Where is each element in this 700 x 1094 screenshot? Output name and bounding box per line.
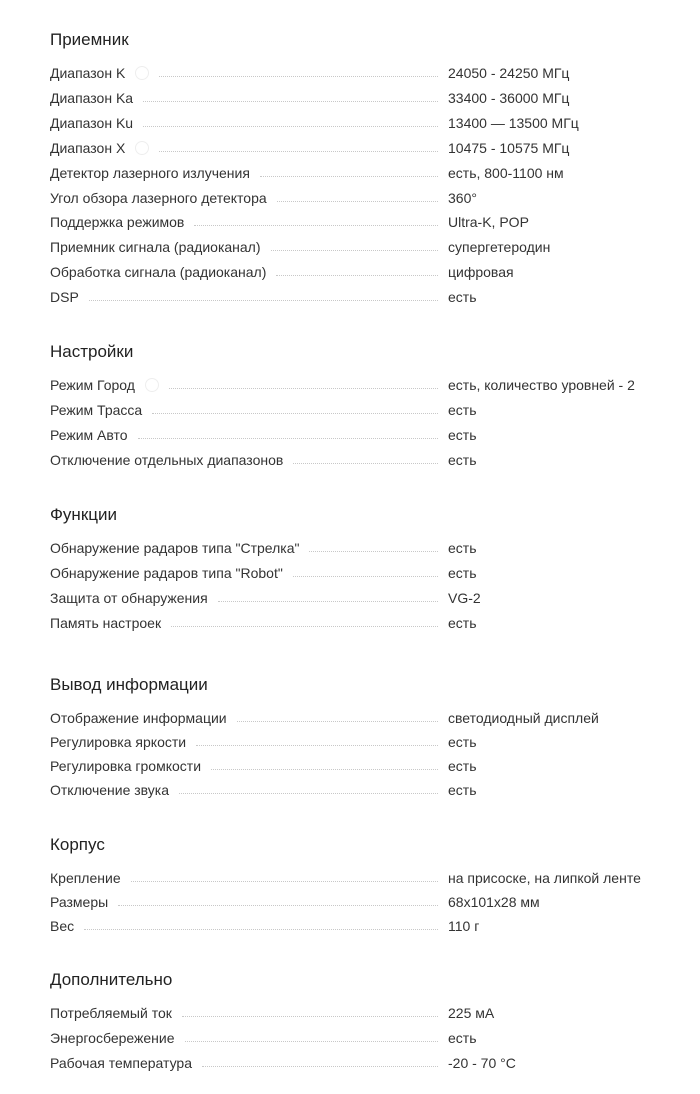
spec-row xyxy=(50,287,670,307)
spec-label: Отключение отдельных диапазонов xyxy=(50,450,289,470)
section-title: Дополнительно xyxy=(50,970,173,989)
dotted-leader xyxy=(138,438,438,439)
spec-value: на присоске, на липкой ленте xyxy=(448,870,641,886)
spec-label: Угол обзора лазерного детектора xyxy=(50,188,273,208)
dotted-leader xyxy=(237,721,438,722)
spec-value: -20 - 70 °С xyxy=(448,1055,516,1071)
spec-row xyxy=(50,400,670,420)
dotted-leader xyxy=(196,745,438,746)
spec-label: Диапазон X xyxy=(50,138,155,158)
spec-label: Обнаружение радаров типа "Стрелка" xyxy=(50,538,305,558)
spec-label: Энергосбережение xyxy=(50,1028,181,1048)
spec-row xyxy=(50,262,670,282)
spec-row xyxy=(50,538,670,558)
spec-value: есть xyxy=(448,615,477,631)
dotted-leader xyxy=(194,225,438,226)
spec-label: Приемник сигнала (радиоканал) xyxy=(50,237,267,257)
spec-label: Вес xyxy=(50,916,80,936)
dotted-leader xyxy=(89,300,438,301)
section-title: Вывод информации xyxy=(50,675,208,694)
dotted-leader xyxy=(84,929,438,930)
spec-row xyxy=(50,113,670,133)
spec-row xyxy=(50,892,670,912)
dotted-leader xyxy=(171,626,438,627)
spec-label: Режим Авто xyxy=(50,425,134,445)
dotted-leader xyxy=(118,905,438,906)
spec-value: есть xyxy=(448,1030,477,1046)
spec-label: Детектор лазерного излучения xyxy=(50,163,256,183)
spec-row xyxy=(50,1053,670,1073)
spec-value: 10475 - 10575 МГц xyxy=(448,140,570,156)
dotted-leader xyxy=(179,793,438,794)
spec-value: 225 мА xyxy=(448,1005,495,1021)
spec-value: есть xyxy=(448,540,477,556)
spec-value: есть xyxy=(448,427,477,443)
spec-value: 13400 — 13500 МГц xyxy=(448,115,579,131)
spec-value: супергетеродин xyxy=(448,239,551,255)
dotted-leader xyxy=(143,101,438,102)
dotted-leader xyxy=(211,769,438,770)
spec-row xyxy=(50,163,670,183)
dotted-leader xyxy=(143,126,438,127)
spec-label: DSP xyxy=(50,287,85,307)
section-title: Приемник xyxy=(50,30,129,49)
section-title: Функции xyxy=(50,505,117,524)
dotted-leader xyxy=(218,601,438,602)
dotted-leader xyxy=(293,576,438,577)
spec-row xyxy=(50,1003,670,1023)
spec-row xyxy=(50,375,670,395)
spec-label: Потребляемый ток xyxy=(50,1003,178,1023)
spec-row xyxy=(50,138,670,158)
spec-value: цифровая xyxy=(448,264,514,280)
spec-value: есть xyxy=(448,782,477,798)
spec-value: есть, количество уровней - 2 xyxy=(448,377,635,393)
spec-row xyxy=(50,88,670,108)
dotted-leader xyxy=(276,275,438,276)
dotted-leader xyxy=(182,1016,438,1017)
spec-row xyxy=(50,212,670,232)
spec-label: Рабочая температура xyxy=(50,1053,198,1073)
spec-label: Режим Трасса xyxy=(50,400,148,420)
dotted-leader xyxy=(271,250,438,251)
spec-value: 360° xyxy=(448,190,477,206)
dotted-leader xyxy=(260,176,438,177)
spec-value: есть xyxy=(448,289,477,305)
spec-row xyxy=(50,588,670,608)
spec-value: есть xyxy=(448,565,477,581)
spec-row xyxy=(50,188,670,208)
help-icon[interactable] xyxy=(135,66,149,80)
dotted-leader xyxy=(277,201,438,202)
spec-value: есть xyxy=(448,402,477,418)
dotted-leader xyxy=(202,1066,438,1067)
spec-value: 24050 - 24250 МГц xyxy=(448,65,570,81)
help-icon[interactable] xyxy=(135,141,149,155)
spec-label: Отображение информации xyxy=(50,708,233,728)
spec-label: Поддержка режимов xyxy=(50,212,190,232)
spec-row xyxy=(50,780,670,800)
spec-label: Диапазон Ka xyxy=(50,88,139,108)
spec-label: Отключение звука xyxy=(50,780,175,800)
spec-row xyxy=(50,708,670,728)
spec-row xyxy=(50,756,670,776)
spec-label: Память настроек xyxy=(50,613,167,633)
dotted-leader xyxy=(169,388,438,389)
spec-row xyxy=(50,425,670,445)
spec-label: Размеры xyxy=(50,892,114,912)
spec-label: Режим Город xyxy=(50,375,165,395)
spec-value: есть xyxy=(448,452,477,468)
spec-value: VG-2 xyxy=(448,590,481,606)
spec-label: Обнаружение радаров типа "Robot" xyxy=(50,563,289,583)
spec-row xyxy=(50,732,670,752)
spec-row xyxy=(50,63,670,83)
dotted-leader xyxy=(152,413,438,414)
dotted-leader xyxy=(293,463,438,464)
spec-row xyxy=(50,916,670,936)
spec-row xyxy=(50,563,670,583)
spec-value: есть xyxy=(448,734,477,750)
spec-value: 33400 - 36000 МГц xyxy=(448,90,570,106)
spec-value: 110 г xyxy=(448,918,480,934)
spec-label: Регулировка яркости xyxy=(50,732,192,752)
dotted-leader xyxy=(309,551,438,552)
spec-row xyxy=(50,1028,670,1048)
spec-label: Диапазон Ku xyxy=(50,113,139,133)
dotted-leader xyxy=(159,151,438,152)
spec-value: есть xyxy=(448,758,477,774)
section-title: Корпус xyxy=(50,835,105,854)
spec-row xyxy=(50,237,670,257)
help-icon[interactable] xyxy=(145,378,159,392)
spec-row xyxy=(50,868,670,888)
spec-value: есть, 800-1100 нм xyxy=(448,165,564,181)
spec-label: Регулировка громкости xyxy=(50,756,207,776)
dotted-leader xyxy=(185,1041,438,1042)
spec-value: Ultra-K, POP xyxy=(448,214,529,230)
section-title: Настройки xyxy=(50,342,134,361)
spec-row xyxy=(50,613,670,633)
spec-label: Обработка сигнала (радиоканал) xyxy=(50,262,272,282)
dotted-leader xyxy=(131,881,438,882)
spec-label: Диапазон K xyxy=(50,63,155,83)
spec-row xyxy=(50,450,670,470)
spec-value: светодиодный дисплей xyxy=(448,710,599,726)
spec-value: 68x101x28 мм xyxy=(448,894,540,910)
dotted-leader xyxy=(159,76,438,77)
spec-label: Крепление xyxy=(50,868,127,888)
spec-label: Защита от обнаружения xyxy=(50,588,214,608)
